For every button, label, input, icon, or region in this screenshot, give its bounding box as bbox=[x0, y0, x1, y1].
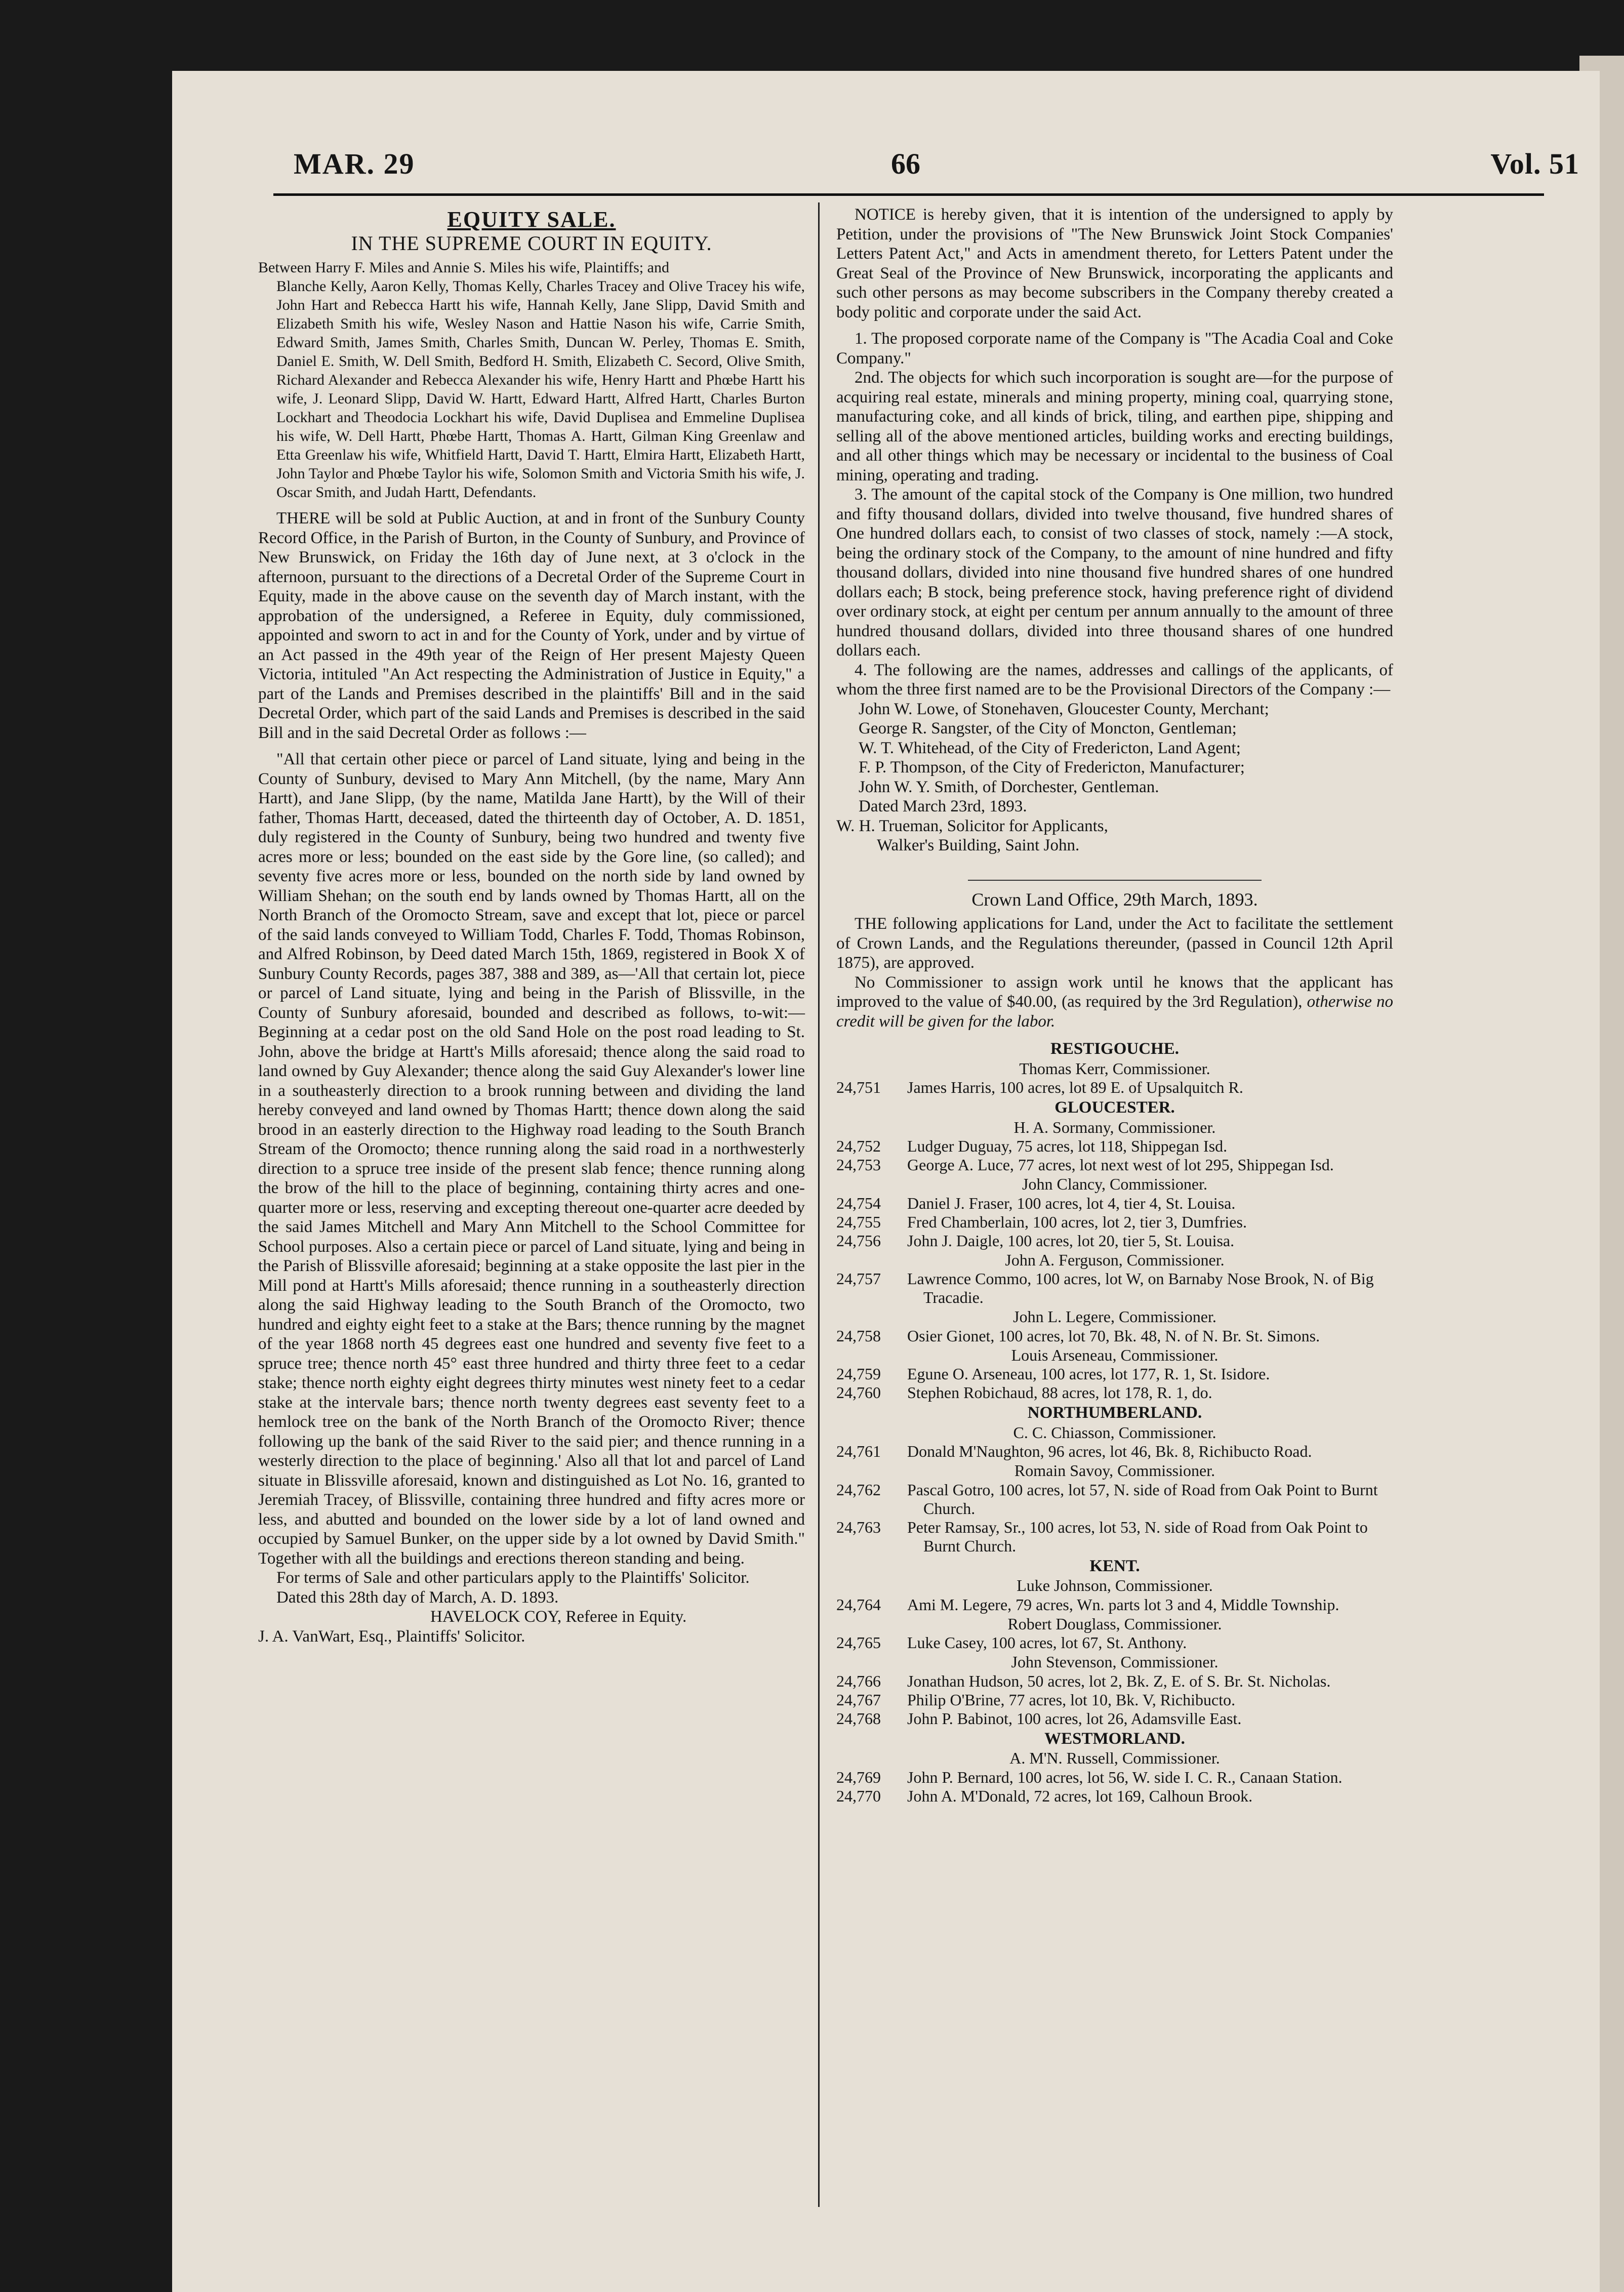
application-number: 24,751 bbox=[836, 1078, 881, 1096]
application-details: Jonathan Hudson, 50 acres, lot 2, Bk. Z, E. of S. Br. St. Nicholas. bbox=[907, 1671, 1331, 1690]
notice-intro: NOTICE is hereby given, that it is intention of the undersigned to apply by Petition, under the provisions of "The New Brunswick Joint Stock Companies' Letters Patent Act," and Acts in amendment thereto, for Letters Patent under the Great Seal of the Province of New Brunswick, incorporating the applicants and such other persons as may become subscribers in the Company thereby created a body politic and corporate under the said Act. bbox=[836, 206, 1393, 321]
header-rule bbox=[273, 193, 1544, 196]
land-application-entry bbox=[836, 1709, 1393, 1728]
applicants-solicitor: W. H. Trueman, Solicitor for Applicants, bbox=[836, 816, 1108, 835]
application-number: 24,754 bbox=[836, 1194, 881, 1212]
commissioner-name: Louis Arseneau, Commissioner. bbox=[1011, 1345, 1219, 1364]
commissioner-rule-text: No Commissioner to assign work until he knows that the applicant has improved to the value of $40.00, (as required by the 3rd Regulation), bbox=[836, 973, 1393, 1011]
objects-clause: 2nd. The objects for which such incorporation is sought are—for the purpose of acquiring real estate, minerals and mining property, mining coal, quarrying stone, manufacturing coke, and all kinds of brick, tiling, and earthen pipe, shipping and selling all of the above mentioned articles, building works and erecting buildings, and all other things which may be necessary or incidental to the business of Coal mining, operating and trading. bbox=[836, 369, 1393, 484]
crown-land-list bbox=[836, 1039, 1393, 1806]
application-number: 24,769 bbox=[836, 1768, 881, 1786]
land-application-entry bbox=[836, 1691, 1393, 1709]
application-details: Egune O. Arseneau, 100 acres, lot 177, R. 1, St. Isidore. bbox=[907, 1365, 1270, 1383]
land-application-entry bbox=[836, 1442, 1393, 1461]
commissioner-name: John L. Legere, Commissioner. bbox=[1013, 1307, 1216, 1326]
gazette-page bbox=[172, 71, 1600, 2292]
application-details: Daniel J. Fraser, 100 acres, lot 4, tier 4, St. Louisa. bbox=[907, 1194, 1236, 1212]
application-number: 24,763 bbox=[836, 1518, 881, 1536]
application-details: John P. Bernard, 100 acres, lot 56, W. side I. C. R., Canaan Station. bbox=[907, 1768, 1343, 1786]
application-number: 24,760 bbox=[836, 1383, 881, 1402]
application-number: 24,752 bbox=[836, 1137, 881, 1155]
application-number: 24,758 bbox=[836, 1326, 881, 1345]
land-application-entry bbox=[836, 1137, 1393, 1156]
crown-land-heading: Crown Land Office, 29th March, 1893. bbox=[971, 889, 1258, 910]
commissioner-name: H. A. Sormany, Commissioner. bbox=[1013, 1118, 1216, 1136]
director-entry: W. T. Whitehead, of the City of Fredericton, Land Agent; bbox=[859, 739, 1241, 757]
capital-stock-clause: 3. The amount of the capital stock of the Company is One million, two hundred and fifty thousand dollars, divided into twelve thousand, five hundred shares of One hundred dollars each, to consist of two classes of stock, namely :—A stock, being the ordinary stock of the Company, to the amount of nine hundred and fifty thousand dollars, divided into nine thousand five hundred shares of one hundred dollars each; B stock, being preference stock, having preference right of dividend over ordinary stock, at eight per centum per annum annually to the amount of three hundred thousand dollars, divided into three thousand shares of one hundred dollars each. bbox=[836, 485, 1393, 660]
land-application-entry bbox=[836, 1481, 1393, 1518]
director-entry: John W. Y. Smith, of Dorchester, Gentleman. bbox=[859, 777, 1159, 796]
application-number: 24,755 bbox=[836, 1212, 881, 1231]
land-application-entry bbox=[836, 1595, 1393, 1614]
application-details: Donald M'Naughton, 96 acres, lot 46, Bk. 8, Richibucto Road. bbox=[907, 1442, 1312, 1460]
commissioner-name: Luke Johnson, Commissioner. bbox=[1017, 1576, 1213, 1594]
column-divider bbox=[818, 202, 820, 2207]
header-date: MAR. 29 bbox=[294, 147, 415, 180]
application-details: Luke Casey, 100 acres, lot 67, St. Anthony. bbox=[907, 1633, 1187, 1652]
notice-dated: Dated March 23rd, 1893. bbox=[859, 797, 1027, 815]
county-heading: KENT. bbox=[1089, 1557, 1140, 1575]
application-number: 24,768 bbox=[836, 1709, 881, 1728]
equity-sale-title: EQUITY SALE. bbox=[447, 207, 616, 232]
application-number: 24,767 bbox=[836, 1690, 881, 1709]
land-application-entry bbox=[836, 1633, 1393, 1652]
application-details: Peter Ramsay, Sr., 100 acres, lot 53, N. side of Road from Oak Point to Burnt Church. bbox=[907, 1518, 1368, 1555]
crown-land-intro: THE following applications for Land, under the Act to facilitate the settlement of Crown Lands, and the Regulations thereunder, (passed in Council 12th April 1875), are approved. bbox=[836, 915, 1393, 972]
application-details: John J. Daigle, 100 acres, lot 20, tier 5, St. Louisa. bbox=[907, 1231, 1235, 1250]
application-details: James Harris, 100 acres, lot 89 E. of Upsalquitch R. bbox=[907, 1078, 1243, 1096]
application-number: 24,762 bbox=[836, 1480, 881, 1499]
land-application-entry bbox=[836, 1365, 1393, 1383]
application-number: 24,765 bbox=[836, 1633, 881, 1652]
equity-dated: Dated this 28th day of March, A. D. 1893. bbox=[276, 1588, 559, 1607]
application-number: 24,756 bbox=[836, 1231, 881, 1250]
application-details: John P. Babinot, 100 acres, lot 26, Adamsville East. bbox=[907, 1709, 1242, 1728]
right-column bbox=[836, 205, 1393, 1806]
court-name: IN THE SUPREME COURT IN EQUITY. bbox=[351, 231, 712, 255]
commissioner-name: John Stevenson, Commissioner. bbox=[1011, 1653, 1219, 1671]
land-application-entry bbox=[836, 1078, 1393, 1097]
application-details: Ami M. Legere, 79 acres, Wn. parts lot 3 and 4, Middle Township. bbox=[907, 1595, 1339, 1614]
county-heading: GLOUCESTER. bbox=[1054, 1098, 1175, 1117]
director-entry: John W. Lowe, of Stonehaven, Gloucester County, Merchant; bbox=[859, 700, 1269, 718]
application-number: 24,753 bbox=[836, 1156, 881, 1174]
application-number: 24,766 bbox=[836, 1671, 881, 1690]
application-number: 24,757 bbox=[836, 1270, 881, 1288]
commissioner-rule bbox=[836, 973, 1393, 1032]
land-application-entry bbox=[836, 1518, 1393, 1556]
land-application-entry bbox=[836, 1194, 1393, 1213]
application-number: 24,759 bbox=[836, 1365, 881, 1383]
page-header bbox=[294, 147, 1579, 187]
application-details: George A. Luce, 77 acres, lot next west of lot 295, Shippegan Isd. bbox=[907, 1156, 1334, 1174]
commissioner-name: C. C. Chiasson, Commissioner. bbox=[1013, 1423, 1216, 1442]
land-application-entry bbox=[836, 1270, 1393, 1307]
referee-signature: HAVELOCK COY, Referee in Equity. bbox=[430, 1608, 687, 1626]
application-details: John A. M'Donald, 72 acres, lot 169, Calhoun Brook. bbox=[907, 1786, 1253, 1805]
left-column bbox=[258, 205, 805, 1646]
director-entry: George R. Sangster, of the City of Moncton, Gentleman; bbox=[859, 719, 1237, 738]
application-details: Osier Gionet, 100 acres, lot 70, Bk. 48, N. of N. Br. St. Simons. bbox=[907, 1326, 1320, 1345]
land-application-entry bbox=[836, 1232, 1393, 1250]
volume-number: Vol. 51 bbox=[1490, 147, 1579, 180]
county-heading: NORTHUMBERLAND. bbox=[1027, 1404, 1202, 1422]
application-number: 24,761 bbox=[836, 1442, 881, 1460]
commissioner-name: Romain Savoy, Commissioner. bbox=[1014, 1461, 1215, 1480]
commissioner-name: A. M'N. Russell, Commissioner. bbox=[1009, 1749, 1220, 1767]
plaintiffs: Between Harry F. Miles and Annie S. Miles his wife, Plaintiffs; and bbox=[258, 259, 669, 276]
application-number: 24,770 bbox=[836, 1786, 881, 1805]
defendants: Blanche Kelly, Aaron Kelly, Thomas Kelly, Charles Tracey and Olive Tracey his wife, John Hart and Rebecca Hartt his wife, Hannah Kelly, Jane Slipp, David Smith and Elizabeth Smith his wife, Wesley Nason and Hattie Nason his wife, Carrie Smith, Edward Smith, James Smith, Charles Smith, Duncan W. Perley, Thomas E. Smith, Daniel E. Smith, W. Dell Smith, Bedford H. Smith, Elizabeth C. Secord, Olive Smith, Richard Alexander and Rebecca Alexander his wife, Henry Hartt and Phœbe Hartt his wife, J. Leonard Slipp, David W. Hartt, Edward Hartt, Alfred Hartt, Charles Burton Lockhart and Theodocia Lockhart his wife, David Duplisea and Emmeline Duplisea his wife, W. Dell Hartt, Phœbe Hartt, Thomas A. Hartt, Gilman King Greenlaw and Etta Greenlaw his wife, Whitfield Hartt, David T. Hartt, Elmira Hartt, Elizabeth Hartt, John Taylor and Phœbe Taylor his wife, Solomon Smith and Victoria Smith his wife, J. Oscar Smith, and Judah Hartt, Defendants. bbox=[276, 278, 805, 501]
application-details: Pascal Gotro, 100 acres, lot 57, N. side of Road from Oak Point to Burnt Church. bbox=[907, 1480, 1378, 1518]
page-number: 66 bbox=[891, 147, 920, 180]
land-application-entry bbox=[836, 1327, 1393, 1345]
commissioner-rule-italic: otherwise no credit will be given for the labor. bbox=[836, 993, 1394, 1031]
county-heading: WESTMORLAND. bbox=[1044, 1729, 1185, 1748]
application-details: Lawrence Commo, 100 acres, lot W, on Barnaby Nose Brook, N. of Big Tracadie. bbox=[907, 1270, 1374, 1306]
application-details: Ludger Duguay, 75 acres, lot 118, Shippegan Isd. bbox=[907, 1137, 1228, 1155]
application-number: 24,764 bbox=[836, 1595, 881, 1614]
land-application-entry bbox=[836, 1787, 1393, 1806]
commissioner-name: John Clancy, Commissioner. bbox=[1022, 1175, 1207, 1193]
land-application-entry bbox=[836, 1768, 1393, 1787]
solicitor-address: Walker's Building, Saint John. bbox=[877, 836, 1080, 854]
applicants-clause: 4. The following are the names, addresses and callings of the applicants, of whom the three first named are to be the Provisional Directors of the Company :— bbox=[836, 661, 1393, 699]
directors-list bbox=[836, 700, 1393, 797]
land-application-entry bbox=[836, 1213, 1393, 1232]
sale-notice-paragraph: THERE will be sold at Public Auction, at and in front of the Sunbury County Record Office, in the Parish of Burton, in the County of Sunbury, and Province of New Brunswick, on Friday the 16th day of June next, at 3 o'clock in the afternoon, pursuant to the directions of a Decretal Order of the Supreme Court in Equity, made in the above cause on the seventh day of March instant, with the approbation of the undersigned, a Referee in Equity, duly commissioned, appointed and sworn to act in and for the County of York, under and by virtue of an Act passed in the 49th year of the Reign of Her present Majesty Queen Victoria, intituled "An Act respecting the Administration of Justice in Equity," a part of the Lands and Premises described in the plaintiffs' Bill and in the said Decretal Order, which part of the said Lands and Premises is described in the said Bill and in the said Decretal Order as follows :— bbox=[258, 509, 805, 742]
land-application-entry bbox=[836, 1156, 1393, 1174]
land-application-entry bbox=[836, 1672, 1393, 1691]
commissioner-name: John A. Ferguson, Commissioner. bbox=[1005, 1250, 1225, 1269]
plaintiffs-solicitor: J. A. VanWart, Esq., Plaintiffs' Solicitor. bbox=[258, 1627, 525, 1646]
company-name-clause: 1. The proposed corporate name of the Company is "The Acadia Coal and Coke Company." bbox=[836, 330, 1393, 367]
commissioner-name: Robert Douglass, Commissioner. bbox=[1007, 1614, 1222, 1633]
director-entry: F. P. Thompson, of the City of Fredericton, Manufacturer; bbox=[859, 758, 1245, 776]
land-application-entry bbox=[836, 1383, 1393, 1402]
commissioner-name: Thomas Kerr, Commissioner. bbox=[1019, 1059, 1210, 1078]
county-heading: RESTIGOUCHE. bbox=[1050, 1040, 1179, 1058]
section-divider bbox=[968, 855, 1262, 881]
application-details: Philip O'Brine, 77 acres, lot 10, Bk. V, Richibucto. bbox=[907, 1690, 1236, 1709]
application-details: Stephen Robichaud, 88 acres, lot 178, R. 1, do. bbox=[907, 1383, 1212, 1402]
land-description: "All that certain other piece or parcel of Land situate, lying and being in the County of Sunbury, devised to Mary Ann Mitchell, (by the name, Mary Ann Hartt), and Jane Slipp, (by the name, Matilda Jane Hartt), by the Will of their father, Thomas Hartt, deceased, dated the thirteenth day of October, A. D. 1851, duly registered in the County of Sunbury, being two hundred and twenty five acres more or less; bounded on the east side by the Gore line, (so called); and seventy five acres more or less, bounded on the north side by land owned by William Shehan; on the south end by lands owned by Thomas Hartt, all on the North Branch of the Oromocto Stream, save and except that lot, piece or parcel of the said lands conveyed to William Todd, Charles F. Todd, Thomas Robinson, and Alfred Robinson, by Deed dated March 15th, 1869, registered in Book X of Sunbury County Records, pages 387, 388 and 389, as—'All that certain lot, piece or parcel of Land situate, lying and being in the Parish of Blissville, in the County of Sunbury aforesaid, bounded and described as follows, to-wit:—Beginning at a cedar post on the old Sand Hole on the post road leading to St. John, above the bridge at Hartt's Mills aforesaid; thence along the said road to land owned by Guy Alexander; thence along the said Guy Alexander's lower line in a southeasterly direction to a brook running between and dividing the land hereby conveyed and land owned by Thomas Hartt; thence down along the said brood in an easterly direction to the Highway road leading to the South Branch Stream of the Oromocto; thence running along the said road in a northwesterly direction to a spruce tree inside of the present slab fence; thence running along the brow of the hill to the place of beginning, containing thirty acres and one-quarter more or less, reserving and excepting thereout one-quarter acre deeded by the said James Mitchell and Mary Ann Mitchell to the School Committee for School purposes. Also a certain piece or parcel of Land situate, lying and being in the Parish of Blissville aforesaid; beginning at a stake opposite the last pier in the Mill pond at Hartt's Mills aforesaid; thence running in a southeasterly direction along the said Highway leading to the South Branch of the Oromocto, two hundred and eighty eight feet to a stake at the Bars; thence running by the magnet of the year 1868 north 45 degrees east one hundred and seventy five feet to a spruce tree; thence north 45° east three hundred and thirty three feet to a cedar stake; thence north eighty eight degrees thirty minutes west ninety feet to a cedar stake at the intervale bars; thence north twenty degrees east seventy feet to a hemlock tree on the bank of the North Branch of the Oromocto River; thence following up the bank of the said River to the said pier; and thence running in a westerly direction to the place of beginning.' Also all that lot and parcel of Land situate in Blissville aforesaid, known and distinguished as Lot No. 16, granted to Jeremiah Tracey, of Blissville, containing three hundred and fifty acres more or less, and abutted and bounded on the lower side by a lot of land owned and occupied by Samuel Bunker, on the upper side by a lot owned by David Smith." Together with all the buildings and erections thereon standing and being. bbox=[258, 750, 805, 1568]
application-details: Fred Chamberlain, 100 acres, lot 2, tier 3, Dumfries. bbox=[907, 1212, 1247, 1231]
parties bbox=[258, 258, 805, 502]
terms-of-sale: For terms of Sale and other particulars apply to the Plaintiffs' Solicitor. bbox=[276, 1569, 750, 1587]
